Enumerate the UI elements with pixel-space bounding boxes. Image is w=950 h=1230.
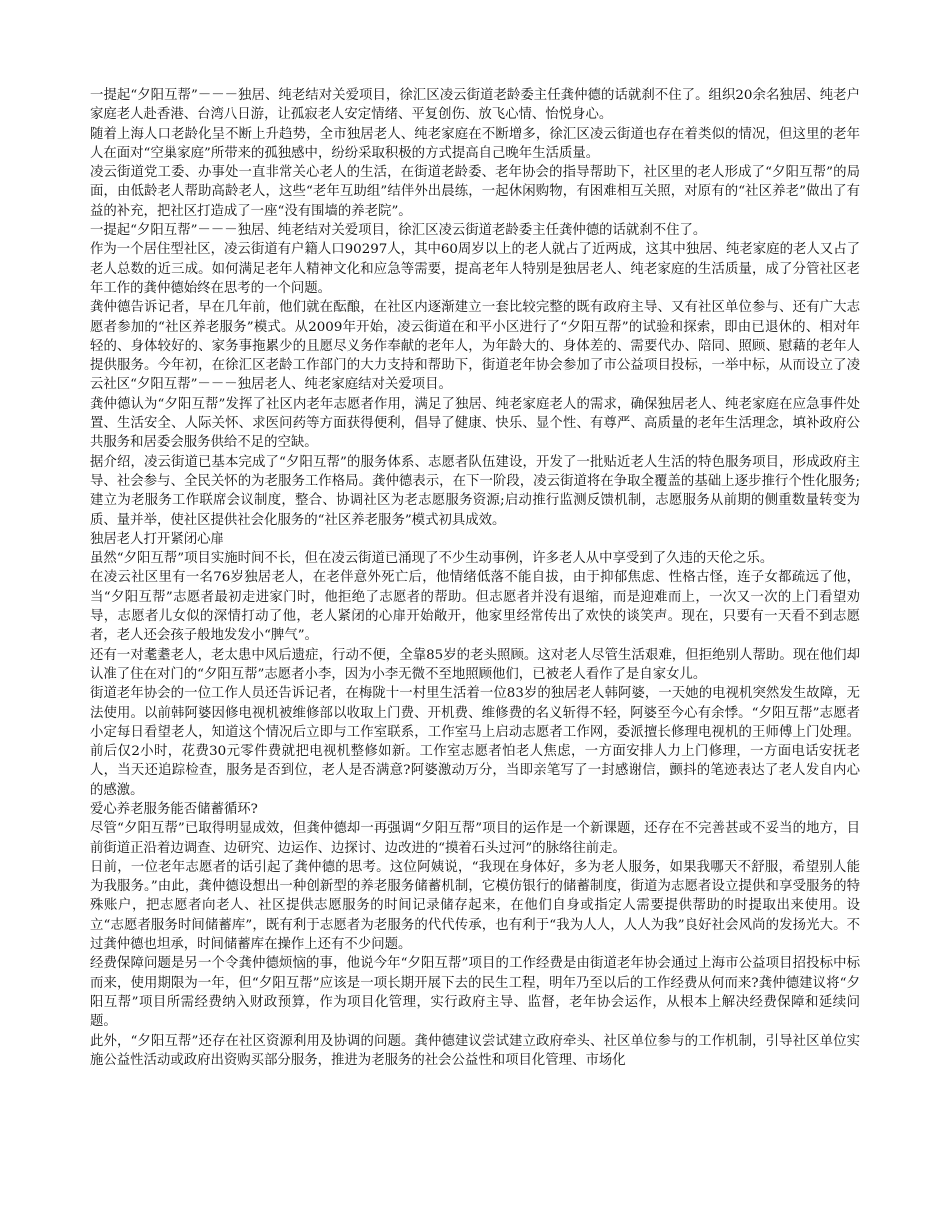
paragraph: 还有一对耄耋老人，老太患中风后遗症，行动不便，全靠85岁的老头照顾。这对老人尽管生活艰难，但拒绝别人帮助。现在他们却认准了住在对门的“夕阳互帮”志愿者小李，因为小李无微不至地照顾他们，已被老人看作了是自家女儿。 <box>90 647 860 682</box>
article-body <box>90 86 860 1070</box>
paragraph: 据介绍，凌云街道已基本完成了“夕阳互帮”的服务体系、志愿者队伍建设，开发了一批贴近老人生活的特色服务项目，形成政府主导、社会参与、全民关怀的为老服务工作格局。龚仲德表示，在下一阶段，凌云街道将在争取全覆盖的基础上逐步推行个性化服务;建立为老服务工作联席会议制度，整合、协调社区为老志愿服务资源;启动推行监测反馈机制，志愿服务从前期的侧重数量转变为质、量并举，使社区提供社会化服务的“社区养老服务”模式初具成效。 <box>90 454 860 528</box>
paragraph: 经费保障问题是另一个令龚仲德烦恼的事，他说今年“夕阳互帮”项目的工作经费是由街道老年协会通过上海市公益项目招投标中标而来，使用期限为一年，但“夕阳互帮”应该是一项长期开展下去的民生工程，明年乃至以后的工作经费从何而来?龚仲德建议将“夕阳互帮”项目所需经费纳入财政预算，作为项目化管理，实行政府主导、监督，老年协会运作，从根本上解决经费保障和延续问题。 <box>90 956 860 1030</box>
paragraph: 一提起“夕阳互帮”－－－独居、纯老结对关爱项目，徐汇区凌云街道老龄委主任龚仲德的话就刹不住了。 <box>90 223 707 239</box>
paragraph: 街道老年协会的一位工作人员还告诉记者，在梅陇十一村里生活着一位83岁的独居老人韩阿婆，一天她的电视机突然发生故障，无法使用。以前韩阿婆因修电视机被维修部以收取上门费、开机费、维修费的名义斩得不轻，阿婆至今心有余悸。“夕阳互帮”志愿者小定每日看望老人，知道这个情况后立即与工作室联系，工作室马上启动志愿者工作网，委派擅长修理电视机的王师傅上门处理。前后仅2小时，花费30元零件费就把电视机整修如新。工作室志愿者怕老人焦虑，一方面安排人力上门修理，一方面电话安抚老人，当天还追踪检查，服务是否到位，老人是否满意?阿婆激动万分，当即亲笔写了一封感谢信，颤抖的笔迹表达了老人发自内心的感激。 <box>90 686 860 798</box>
section-heading-lonely-elders: 独居老人打开紧闭心扉 <box>90 531 224 547</box>
paragraph: 龚仲德认为“夕阳互帮”发挥了社区内老年志愿者作用，满足了独居、纯老家庭老人的需求，确保独居老人、纯老家庭在应急事件处置、生活安全、人际关怀、求医问药等方面获得便利，倡导了健康、快乐、显个性、有尊严、高质量的老年生活理念，填补政府公共服务和居委会服务供给不足的空缺。 <box>90 396 860 451</box>
paragraph: 虽然“夕阳互帮”项目实施时间不长，但在凌云街道已涌现了不少生动事例，许多老人从中享受到了久违的天伦之乐。 <box>90 551 774 567</box>
paragraph: 日前，一位老年志愿者的话引起了龚仲德的思考。这位阿姨说，“我现在身体好，多为老人服务，如果我哪天不舒服，希望别人能为我服务。”由此，龚仲德设想出一种创新型的养老服务储蓄机制，它模仿银行的储蓄制度，街道为志愿者设立提供和享受服务的特殊账户，把志愿者向老人、社区提供志愿服务的时间记录储存起来，在他们自身或指定人需要提供帮助的时提取出来使用。设立“志愿者服务时间储蓄库”，既有利于志愿者为老服务的代代传承，也有利于“我为人人，人人为我”良好社会风尚的发扬光大。不过龚仲德也坦承，时间储蓄库在操作上还有不少问题。 <box>90 859 860 953</box>
paragraph: 在凌云社区里有一名76岁独居老人，在老伴意外死亡后，他情绪低落不能自拔，由于抑郁焦虑、性格古怪，连子女都疏远了他，当“夕阳互帮”志愿者最初走进家门时，他拒绝了志愿者的帮助。但志愿者并没有退缩，而是迎难而上，一次又一次的上门看望劝导，志愿者儿女似的深情打动了他，老人紧闭的心扉开始敞开，他家里经常传出了欢快的谈笑声。现在，只要有一天看不到志愿者，老人还会孩子般地发发小“脾气”。 <box>90 570 860 644</box>
section-heading-service-savings: 爱心养老服务能否储蓄循环? <box>90 801 258 817</box>
paragraph: 凌云街道党工委、办事处一直非常关心老人的生活，在街道老龄委、老年协会的指导帮助下，社区里的老人形成了“夕阳互帮”的局面，由低龄老人帮助高龄老人，这些“老年互助组”结伴外出晨练，一起休闲购物，有困难相互关照，对原有的“社区养老”做出了有益的补充，把社区打造成了一座“没有围墙的养老院”。 <box>90 165 860 219</box>
paragraph: 尽管“夕阳互帮”已取得明显成效，但龚仲德却一再强调“夕阳互帮”项目的运作是一个新课题，还存在不完善甚或不妥当的地方，目前街道正沿着边调查、边研究、边运作、边探讨、边改进的“摸着石头过河”的脉络往前走。 <box>90 821 860 856</box>
paragraph: 此外，“夕阳互帮”还存在社区资源利用及协调的问题。龚仲德建议尝试建立政府牵头、社区单位参与的工作机制，引导社区单位实施公益性活动或政府出资购买部分服务，推进为老服务的社会公益性和项目化管理、市场化 <box>90 1033 860 1068</box>
paragraph: 龚仲德告诉记者，早在几年前，他们就在酝酿，在社区内逐渐建立一套比较完整的既有政府主导、又有社区单位参与、还有广大志愿者参加的“社区养老服务”模式。从2009年开始，凌云街道在和平小区进行了“夕阳互帮”的试验和探索，即由已退休的、相对年轻的、身体较好的、家务事拖累少的且愿尽义务作奉献的老年人，为年龄大的、身体差的、需要代办、陪同、照顾、慰藉的老年人提供服务。今年初，在徐汇区老龄工作部门的大力支持和帮助下，街道老年协会参加了市公益项目投标，一举中标，从而设立了凌云社区“夕阳互帮”－－－独居老人、纯老家庭结对关爱项目。 <box>90 300 860 393</box>
paragraph-intro: 一提起“夕阳互帮”－－－独居、纯老结对关爱项目，徐汇区凌云街道老龄委主任龚仲德的话就刹不住了。组织20余名独居、纯老户家庭老人赴香港、台湾八日游，让孤寂老人安定情绪、平复创伤、放飞心情、怡悦身心。 <box>90 88 860 123</box>
paragraph: 随着上海人口老龄化呈不断上升趋势，全市独居老人、纯老家庭在不断增多，徐汇区凌云街道也存在着类似的情况，但这里的老年人在面对“空巢家庭”所带来的孤独感中，纷纷采取积极的方式提高自己晚年生活质量。 <box>90 126 860 161</box>
paragraph: 作为一个居住型社区，凌云街道有户籍人口90297人，其中60周岁以上的老人就占了近两成，这其中独居、纯老家庭的老人又占了老人总数的近三成。如何满足老年人精神文化和应急等需要，提高老年人特别是独居老人、纯老家庭的生活质量，成了分管社区老年工作的龚仲德始终在思考的一个问题。 <box>90 242 860 296</box>
